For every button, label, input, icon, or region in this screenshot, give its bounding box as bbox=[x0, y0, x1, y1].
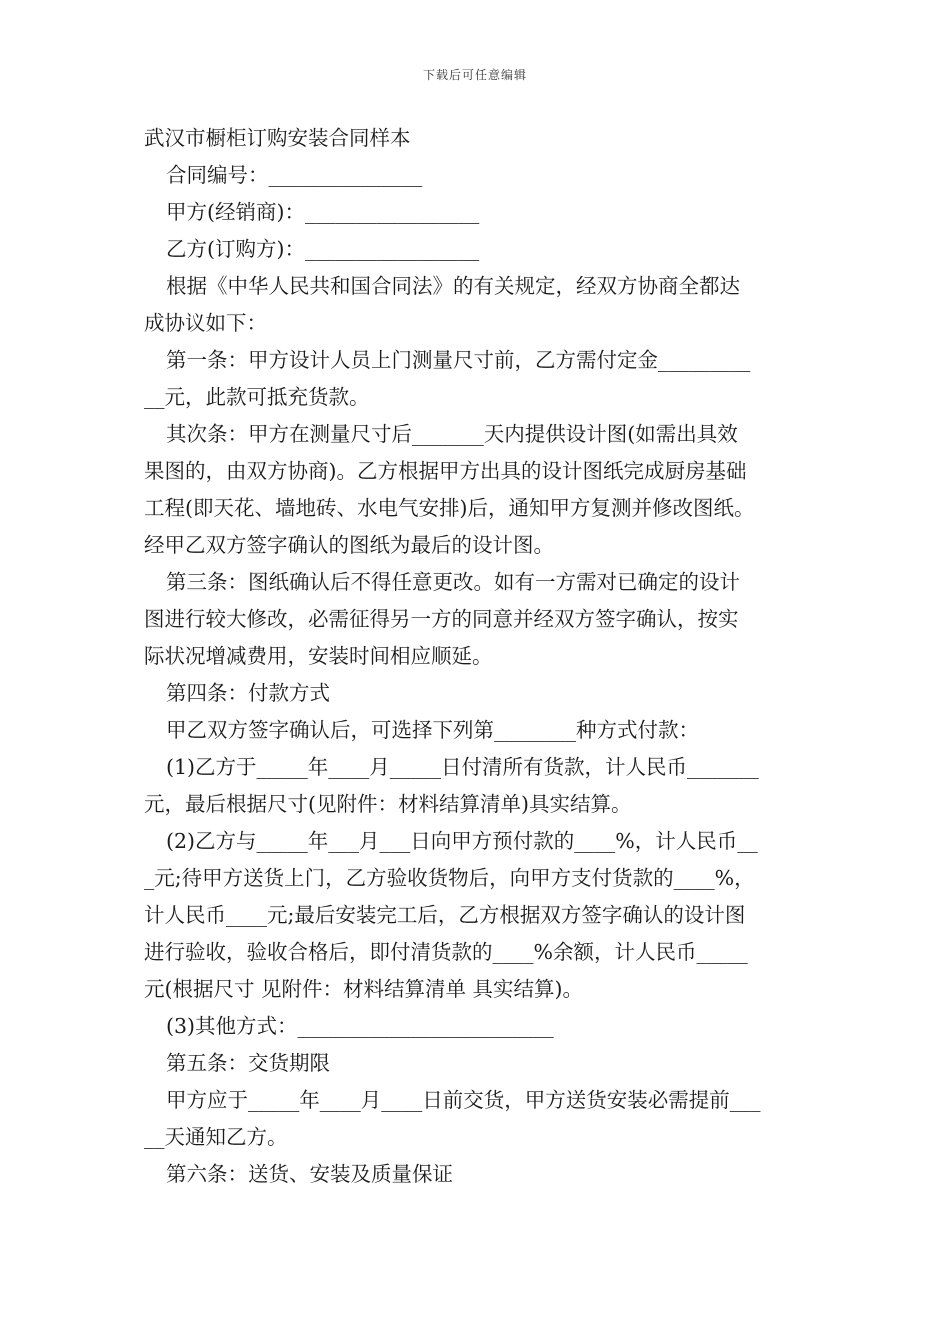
contract-text-line: 第三条：图纸确认后不得任意更改。如有一方需对已确定的设计 bbox=[166, 570, 740, 594]
contract-text-line: 成协议如下： bbox=[144, 311, 267, 335]
contract-text-line: __天通知乙方。 bbox=[144, 1125, 288, 1149]
contract-text-line: (2)乙方与_____年___月___日向甲方预付款的____%，计人民币__ bbox=[166, 829, 758, 853]
contract-text-line: __元，此款可抵充货款。 bbox=[144, 385, 370, 409]
contract-text-line: 第六条：送货、安装及质量保证 bbox=[166, 1162, 453, 1186]
page-header-note: 下载后可任意编辑 bbox=[422, 68, 527, 82]
contract-text-line: 甲方(经销商)：_________________ bbox=[166, 200, 480, 224]
contract-text-line: 元(根据尺寸 见附件：材料结算清单 具实结算)。 bbox=[144, 977, 584, 1001]
contract-text-line: 甲方应于_____年____月____日前交货，甲方送货安装必需提前___ bbox=[166, 1088, 761, 1112]
contract-text-line: 计人民币____元;最后安装完工后，乙方根据双方签字确认的设计图 bbox=[144, 903, 746, 927]
contract-text-line: 甲乙双方签字确认后，可选择下列第________种方式付款： bbox=[166, 718, 699, 742]
contract-text-line: 第五条：交货期限 bbox=[166, 1051, 330, 1075]
contract-text-line: 果图的，由双方协商)。乙方根据甲方出具的设计图纸完成厨房基础 bbox=[144, 459, 747, 483]
contract-text-line: (1)乙方于_____年____月_____日付清所有货款，计人民币_______ bbox=[166, 755, 759, 779]
document-title: 武汉市橱柜订购安装合同样本 bbox=[144, 126, 411, 150]
contract-text-line: 工程(即天花、墙地砖、水电气安排)后，通知甲方复测并修改图纸。 bbox=[144, 496, 755, 520]
contract-text-line: 合同编号：_______________ bbox=[166, 163, 423, 187]
contract-body bbox=[144, 120, 808, 1193]
contract-text-line: 根据《中华人民共和国合同法》的有关规定，经双方协商全都达 bbox=[166, 274, 740, 298]
contract-text-line: 其次条：甲方在测量尺寸后_______天内提供设计图(如需出具效 bbox=[166, 422, 738, 446]
contract-text-line: 图进行较大修改，必需征得另一方的同意并经双方签字确认，按实 bbox=[144, 607, 739, 631]
contract-text-line: _元;待甲方送货上门，乙方验收货物后，向甲方支付货款的____%， bbox=[144, 866, 755, 890]
contract-text-line: 乙方(订购方)：_________________ bbox=[166, 237, 480, 261]
contract-text-line: 际状况增减费用，安装时间相应顺延。 bbox=[144, 644, 493, 668]
contract-text-line: 经甲乙双方签字确认的图纸为最后的设计图。 bbox=[144, 533, 554, 557]
contract-text-line: 元，最后根据尺寸(见附件：材料结算清单)具实结算。 bbox=[144, 792, 632, 816]
contract-text-line: 第一条：甲方设计人员上门测量尺寸前，乙方需付定金_________ bbox=[166, 348, 751, 372]
contract-text-line: 进行验收，验收合格后，即付清货款的____%余额，计人民币_____ bbox=[144, 940, 748, 964]
contract-text-line: (3)其他方式：_________________________ bbox=[166, 1014, 554, 1038]
contract-text-line: 第四条：付款方式 bbox=[166, 681, 330, 705]
